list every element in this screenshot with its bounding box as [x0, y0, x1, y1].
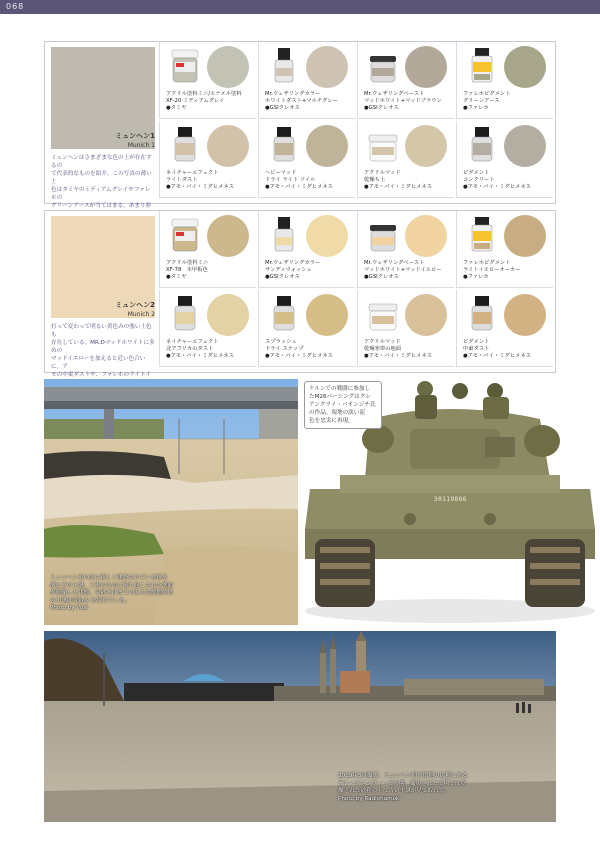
caption-line: テレージエンヴィーゼ公園。撮影された広場では乾	[338, 780, 466, 787]
construction-site-photo	[44, 379, 298, 625]
product-label	[166, 170, 256, 192]
paste-bottle-icon	[368, 48, 398, 84]
product-line1: Mr.ウェザリングペースト	[364, 91, 425, 97]
product-line2: ドライ ステップ	[265, 346, 304, 353]
product-line1: アクリル塗料ミニ	[166, 260, 209, 266]
product-line1: アクリル塗料ミニ/エナメル塗料	[166, 91, 242, 97]
color-swatch	[405, 294, 447, 336]
product-line1: ネイチャーエフェクト	[166, 339, 219, 345]
product-cell	[258, 290, 355, 367]
product-line1: ファレホピグメント	[463, 260, 511, 266]
product-cell	[357, 290, 454, 367]
product-cell	[258, 211, 355, 288]
product-label	[265, 91, 355, 113]
amo-bottle-icon	[170, 296, 200, 332]
product-label	[166, 339, 256, 361]
amo-bottle-icon	[170, 127, 200, 163]
tamiya-bottle-icon	[170, 217, 200, 253]
callout-line: たM26パーシングはクレ	[309, 394, 371, 400]
munich1-name-ja: ミュンヘン1	[115, 132, 155, 140]
caption-line: 燥された砂利の下に古い土壌が見て取れる。	[338, 788, 450, 794]
product-cell	[159, 42, 256, 119]
desc-line: ミュンヘンはさまざまな色の土が存在するの	[51, 155, 152, 169]
product-line1: Mr.ウェザリングペースト	[364, 260, 425, 266]
construction-site-caption	[50, 575, 200, 613]
desc-line: 打って変わって明るい黄色みの強い土色も	[51, 324, 152, 338]
jar-bottle-icon	[368, 127, 398, 163]
callout-line: アンクライ・パオンジチ氏	[309, 402, 376, 408]
product-label	[166, 91, 256, 113]
product-cell	[456, 42, 553, 119]
desc-line: モの中東ダストや、ファレホのライトイ	[51, 372, 152, 378]
product-line1: ファレホピグメント	[463, 91, 511, 97]
color-swatch	[504, 294, 546, 336]
product-cell	[258, 42, 355, 119]
product-cell	[159, 290, 256, 367]
caption-line: 溝とその土壌。工事のために掘り起こされた地面	[50, 582, 174, 589]
product-line1: スプラッシュ	[265, 339, 297, 345]
product-line2: ライトイエローオーカー	[463, 267, 521, 274]
product-line2: サンディウォッシュ	[265, 267, 312, 274]
product-line2: XF-78 木甲板色	[166, 267, 208, 274]
product-line1: アクリルマッド	[364, 339, 401, 345]
product-label	[364, 339, 454, 361]
product-line1: Mr.ウェザリングカラー	[265, 91, 321, 97]
munich2-name-ja: ミュンヘン2	[115, 301, 155, 309]
product-line1: Mr.ウェザリングカラー	[265, 260, 321, 266]
product-brand: ●アモ・バイ・ミグヒメネス	[265, 184, 333, 191]
callout-line: の作品。現地の淡い泥	[309, 410, 365, 416]
model-callout	[304, 381, 382, 429]
page-number: 068	[6, 2, 25, 11]
color-swatch	[306, 294, 348, 336]
color-swatch	[405, 46, 447, 88]
product-line1: ピグメント	[463, 170, 490, 176]
product-label	[364, 260, 454, 282]
desc-line: 存在している。MR.Dマッドホワイトに多めの	[51, 340, 155, 354]
color-swatch	[207, 294, 249, 336]
color-swatch	[207, 46, 249, 88]
amo-bottle-icon	[269, 296, 299, 332]
color-swatch	[207, 215, 249, 257]
product-label	[166, 260, 256, 282]
vallejo-bottle-icon	[467, 48, 497, 84]
product-line2: グリーンアース	[463, 98, 500, 105]
paste-bottle-icon	[368, 217, 398, 253]
product-line2: ライトダスト	[166, 177, 198, 184]
color-swatch	[405, 215, 447, 257]
theresienwiese-photo	[44, 631, 556, 822]
amo-bottle-icon	[269, 127, 299, 163]
product-brand: ●アモ・バイ・ミグヒメネス	[265, 353, 333, 360]
product-line2: ホワイトダスト+マルチグレー	[265, 98, 338, 105]
mrweather-bottle-icon	[269, 217, 299, 253]
tamiya-bottle-icon	[170, 48, 200, 84]
product-brand: ●アモ・バイ・ミグヒメネス	[166, 184, 234, 191]
product-line1: ネイチャーエフェクト	[166, 170, 219, 176]
product-cell	[159, 211, 256, 288]
product-cell	[258, 121, 355, 198]
mrweather-bottle-icon	[269, 48, 299, 84]
tank-model-photo	[300, 379, 600, 625]
amo-bottle-icon	[467, 127, 497, 163]
vallejo-bottle-icon	[467, 217, 497, 253]
product-cell	[456, 211, 553, 288]
product-brand: ●ファレホ	[463, 105, 489, 112]
product-brand: ●アモ・バイ・ミグヒメネス	[166, 353, 234, 360]
product-brand: ●アモ・バイ・ミグヒメネス	[364, 353, 432, 360]
product-brand: ●GSIクレオス	[265, 105, 300, 112]
munich2-name-en: Munich 2	[127, 311, 155, 318]
product-cell	[456, 290, 553, 367]
desc-line: グリーンアースが当てはまる。あまり彩	[51, 203, 152, 209]
product-label	[265, 339, 355, 361]
color-swatch	[306, 215, 348, 257]
photo-credit: Photo by Radiohamok	[338, 795, 400, 802]
product-label	[463, 339, 553, 361]
color-swatch	[504, 125, 546, 167]
caption-line: の土壌は黄色み を帯びている。	[50, 597, 131, 604]
product-label	[463, 170, 553, 192]
caption-line: ミュンヘン市の北に新しく建設されている排水	[50, 575, 168, 581]
color-swatch	[504, 215, 546, 257]
callout-line: ケルンでの戦闘に参加し	[309, 386, 371, 392]
color-swatch	[504, 46, 546, 88]
top-bar	[0, 0, 600, 14]
product-line2: マッドホワイト+マッドイエロー	[364, 267, 442, 274]
munich1-name-en: Munich 1	[127, 142, 155, 149]
color-swatch	[306, 125, 348, 167]
product-brand: ●アモ・バイ・ミグヒメネス	[463, 184, 531, 191]
product-cell	[357, 121, 454, 198]
product-line1: ヘビーマッド	[265, 170, 297, 176]
product-brand: ●GSIクレオス	[364, 105, 399, 112]
hull-marking: 30119886	[434, 496, 467, 503]
product-cell	[159, 121, 256, 198]
product-brand: ●GSIクレオス	[265, 274, 300, 281]
amo-bottle-icon	[467, 296, 497, 332]
product-label	[265, 260, 355, 282]
desc-line: で代表的なものを紹介。この写真の薄い土	[51, 171, 152, 185]
product-label	[265, 170, 355, 192]
color-swatch	[207, 125, 249, 167]
product-line2: XF-20 ミディアムグレイ	[166, 98, 225, 105]
product-label	[463, 260, 553, 282]
product-label	[463, 91, 553, 113]
product-line2: ドライ ライト ソイル	[265, 177, 316, 184]
theresienwiese-caption	[338, 773, 548, 803]
product-cell	[357, 42, 454, 119]
product-label	[364, 91, 454, 113]
callout-line: 色を忠実に再現。	[309, 418, 354, 424]
product-line2: 中東ダスト	[463, 346, 490, 353]
product-line1: アクリルマッド	[364, 170, 401, 176]
product-line2: マッドホワイト+マッドブラウン	[364, 98, 442, 105]
munich2-panel	[44, 210, 556, 378]
product-line2: 乾燥ち土	[364, 177, 386, 184]
caption-line: が乾燥した状態。空港そばまでの広大な敷地付近	[50, 590, 174, 596]
product-line2: 乾燥寒帯の地面	[364, 346, 402, 353]
munich1-panel	[44, 41, 556, 209]
color-swatch	[306, 46, 348, 88]
product-brand: ●アモ・バイ・ミグヒメネス	[364, 184, 432, 191]
product-label	[364, 170, 454, 192]
photo-credit: Photo by Vusi	[50, 605, 88, 611]
product-line2: 北アフリカのダスト	[166, 346, 214, 353]
desc-line: マッドイエローを加えると近い色合いに。ア	[51, 356, 146, 370]
caption-line: 2019年3月撮影。ミュンヘン旧市街地の広場にある	[338, 773, 468, 779]
product-brand: ●ファレホ	[463, 274, 489, 281]
product-cell	[357, 211, 454, 288]
color-swatch	[405, 125, 447, 167]
product-cell	[456, 121, 553, 198]
product-brand: ●アモ・バイ・ミグヒメネス	[463, 353, 531, 360]
product-brand: ●GSIクレオス	[364, 274, 399, 281]
desc-line: 色はタミヤのミディアムグレイやファレホの	[51, 187, 151, 201]
product-line2: コンクリート	[463, 177, 495, 184]
jar-bottle-icon	[368, 296, 398, 332]
product-line1: ピグメント	[463, 339, 490, 345]
product-brand: ●タミヤ	[166, 274, 187, 281]
product-brand: ●タミヤ	[166, 105, 187, 112]
